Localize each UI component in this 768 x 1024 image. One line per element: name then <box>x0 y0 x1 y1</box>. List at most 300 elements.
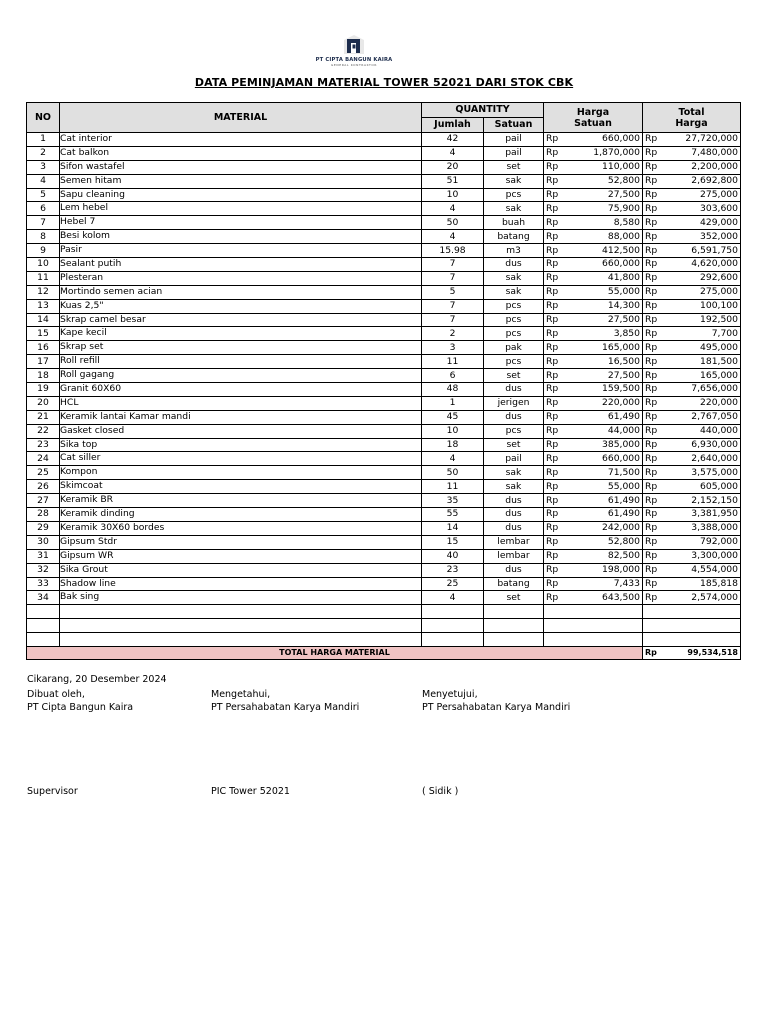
row-no: 12 <box>27 285 60 299</box>
table-row <box>27 174 741 188</box>
row-no: 2 <box>27 146 60 160</box>
row-satuan: buah <box>484 216 544 230</box>
row-no: 1 <box>27 133 60 147</box>
unit-price-value: 44,000 <box>607 425 640 437</box>
acknowledged-label: Mengetahui, <box>211 689 271 700</box>
row-total-harga <box>643 383 741 397</box>
row-no: 21 <box>27 410 60 424</box>
unit-price-value: 88,000 <box>607 230 640 242</box>
row-total-harga <box>643 327 741 341</box>
row-no: 8 <box>27 230 60 244</box>
row-harga-satuan <box>544 244 643 258</box>
row-material: Keramik BR <box>60 494 422 508</box>
row-total-harga <box>643 313 741 327</box>
row-harga-satuan <box>544 452 643 466</box>
logo-mark-icon <box>341 34 367 56</box>
currency-label: Rp <box>546 466 559 478</box>
currency-label: Rp <box>645 577 658 589</box>
row-total-harga <box>643 355 741 369</box>
row-harga-satuan <box>544 216 643 230</box>
currency-label: Rp <box>645 202 658 214</box>
row-harga-satuan <box>544 410 643 424</box>
row-satuan: dus <box>484 410 544 424</box>
total-price-value: 2,767,050 <box>691 411 738 423</box>
table-row <box>27 133 741 147</box>
unit-price-value: 242,000 <box>602 522 640 534</box>
empty-cell <box>643 605 741 619</box>
row-no: 32 <box>27 563 60 577</box>
row-harga-satuan <box>544 230 643 244</box>
currency-label: Rp <box>645 452 658 464</box>
signature-pic: PIC Tower 52021 <box>211 786 290 797</box>
currency-label: Rp <box>645 327 658 339</box>
row-total-harga <box>643 285 741 299</box>
table-row <box>27 383 741 397</box>
table-row <box>27 535 741 549</box>
table-row <box>27 230 741 244</box>
unit-price-value: 3,850 <box>613 327 640 339</box>
currency-label: Rp <box>546 383 559 395</box>
row-satuan: sak <box>484 271 544 285</box>
row-harga-satuan <box>544 383 643 397</box>
row-jumlah: 4 <box>422 146 484 160</box>
table-row <box>27 577 741 591</box>
table-row <box>27 508 741 522</box>
row-total-harga <box>643 549 741 563</box>
currency-label: Rp <box>546 244 559 256</box>
row-total-harga <box>643 410 741 424</box>
total-price-value: 27,720,000 <box>685 133 738 145</box>
row-satuan: dus <box>484 521 544 535</box>
row-total-harga <box>643 230 741 244</box>
currency-label: Rp <box>546 355 559 367</box>
unit-price-value: 61,490 <box>607 494 640 506</box>
currency-label: Rp <box>645 369 658 381</box>
unit-price-value: 27,500 <box>607 314 640 326</box>
table-row <box>27 146 741 160</box>
row-no: 13 <box>27 299 60 313</box>
row-satuan: set <box>484 369 544 383</box>
unit-price-value: 7,433 <box>613 577 640 589</box>
row-harga-satuan <box>544 549 643 563</box>
row-total-harga <box>643 174 741 188</box>
currency-label: Rp <box>645 480 658 492</box>
currency-label: Rp <box>546 550 559 562</box>
unit-price-value: 52,800 <box>607 175 640 187</box>
row-total-harga <box>643 508 741 522</box>
row-harga-satuan <box>544 174 643 188</box>
row-harga-satuan <box>544 466 643 480</box>
row-material: Gipsum Stdr <box>60 535 422 549</box>
row-no: 30 <box>27 535 60 549</box>
row-total-harga <box>643 271 741 285</box>
row-harga-satuan <box>544 202 643 216</box>
unit-price-value: 643,500 <box>602 591 640 603</box>
table-row <box>27 369 741 383</box>
row-jumlah: 42 <box>422 133 484 147</box>
row-jumlah: 45 <box>422 410 484 424</box>
currency-label: Rp <box>546 508 559 520</box>
row-material: Kuas 2,5" <box>60 299 422 313</box>
row-jumlah: 55 <box>422 508 484 522</box>
row-material: Kape kecil <box>60 327 422 341</box>
total-value-cell <box>643 646 741 659</box>
row-material: Cat balkon <box>60 146 422 160</box>
row-satuan: pail <box>484 146 544 160</box>
row-harga-satuan <box>544 146 643 160</box>
row-no: 18 <box>27 369 60 383</box>
row-jumlah: 50 <box>422 466 484 480</box>
row-total-harga <box>643 244 741 258</box>
currency-label: Rp <box>546 300 559 312</box>
empty-cell <box>643 619 741 633</box>
row-jumlah: 48 <box>422 383 484 397</box>
row-satuan: batang <box>484 230 544 244</box>
row-total-harga <box>643 146 741 160</box>
row-material: Sealant putih <box>60 258 422 272</box>
row-jumlah: 11 <box>422 480 484 494</box>
row-no: 10 <box>27 258 60 272</box>
row-total-harga <box>643 563 741 577</box>
row-jumlah: 18 <box>422 438 484 452</box>
table-row <box>27 202 741 216</box>
table-row <box>27 216 741 230</box>
row-no: 27 <box>27 494 60 508</box>
currency-label: Rp <box>645 300 658 312</box>
table-row <box>27 494 741 508</box>
approved-company: PT Persahabatan Karya Mandiri <box>422 702 571 713</box>
unit-price-value: 110,000 <box>602 161 640 173</box>
header-total-harga: Total Harga <box>643 103 741 133</box>
row-harga-satuan <box>544 424 643 438</box>
currency-label: Rp <box>645 161 658 173</box>
currency-label: Rp <box>645 536 658 548</box>
row-no: 24 <box>27 452 60 466</box>
empty-cell <box>60 605 422 619</box>
currency-label: Rp <box>645 244 658 256</box>
currency-label: Rp <box>546 411 559 423</box>
table-row <box>27 244 741 258</box>
row-jumlah: 7 <box>422 299 484 313</box>
total-price-value: 4,554,000 <box>691 564 738 576</box>
row-total-harga <box>643 438 741 452</box>
row-total-harga <box>643 369 741 383</box>
unit-price-value: 27,500 <box>607 369 640 381</box>
table-row <box>27 438 741 452</box>
currency-label: Rp <box>546 397 559 409</box>
currency-label: Rp <box>645 397 658 409</box>
row-no: 31 <box>27 549 60 563</box>
row-jumlah: 3 <box>422 341 484 355</box>
row-harga-satuan <box>544 258 643 272</box>
table-row <box>27 410 741 424</box>
row-no: 11 <box>27 271 60 285</box>
currency-label: Rp <box>546 369 559 381</box>
currency-label: Rp <box>546 272 559 284</box>
row-satuan: pcs <box>484 424 544 438</box>
currency-label: Rp <box>546 577 559 589</box>
table-row <box>27 563 741 577</box>
row-material: Keramik dinding <box>60 508 422 522</box>
unit-price-value: 159,500 <box>602 383 640 395</box>
table-row <box>27 480 741 494</box>
currency-label: Rp <box>546 133 559 145</box>
row-satuan: pcs <box>484 299 544 313</box>
row-material: HCL <box>60 396 422 410</box>
row-satuan: lembar <box>484 535 544 549</box>
row-material: Sapu cleaning <box>60 188 422 202</box>
total-price-value: 185,818 <box>700 577 738 589</box>
row-no: 3 <box>27 160 60 174</box>
unit-price-value: 660,000 <box>602 452 640 464</box>
total-price-value: 3,575,000 <box>691 466 738 478</box>
currency-label: Rp <box>645 258 658 270</box>
total-price-value: 3,388,000 <box>691 522 738 534</box>
row-no: 23 <box>27 438 60 452</box>
total-price-value: 7,656,000 <box>691 383 738 395</box>
row-material: Keramik lantai Kamar mandi <box>60 410 422 424</box>
row-no: 6 <box>27 202 60 216</box>
currency-label: Rp <box>645 550 658 562</box>
total-price-value: 275,000 <box>700 189 738 200</box>
currency-label: Rp <box>546 258 559 270</box>
row-material: Sika Grout <box>60 563 422 577</box>
approved-label: Menyetujui, <box>422 689 478 700</box>
total-price-value: 440,000 <box>700 425 738 437</box>
currency-label: Rp <box>546 591 559 603</box>
row-jumlah: 4 <box>422 202 484 216</box>
row-harga-satuan <box>544 271 643 285</box>
acknowledged-company: PT Persahabatan Karya Mandiri <box>211 702 360 713</box>
company-name: PT CIPTA BANGUN KAIRA <box>315 57 393 63</box>
total-price-value: 792,000 <box>700 536 738 548</box>
row-harga-satuan <box>544 480 643 494</box>
table-row <box>27 591 741 605</box>
row-satuan: sak <box>484 480 544 494</box>
currency-label: Rp <box>645 355 658 367</box>
signature-sidik: ( Sidik ) <box>422 786 459 797</box>
unit-price-value: 41,800 <box>607 272 640 284</box>
row-satuan: batang <box>484 577 544 591</box>
currency-label: Rp <box>645 439 658 451</box>
total-price-value: 3,300,000 <box>691 550 738 562</box>
document-title: DATA PEMINJAMAN MATERIAL TOWER 52021 DARI STOK CBK <box>194 76 574 89</box>
unit-price-value: 165,000 <box>602 341 640 353</box>
total-price-value: 192,500 <box>700 314 738 326</box>
table-row <box>27 299 741 313</box>
total-price-value: 275,000 <box>700 286 738 298</box>
row-satuan: m3 <box>484 244 544 258</box>
empty-cell <box>60 633 422 647</box>
table-row <box>27 327 741 341</box>
currency-label: Rp <box>645 411 658 423</box>
row-satuan: dus <box>484 383 544 397</box>
row-total-harga <box>643 202 741 216</box>
empty-row <box>27 605 741 619</box>
total-label: TOTAL HARGA MATERIAL <box>27 646 643 659</box>
row-total-harga <box>643 591 741 605</box>
table-row <box>27 466 741 480</box>
row-satuan: pcs <box>484 327 544 341</box>
unit-price-value: 198,000 <box>602 564 640 576</box>
place-date: Cikarang, 20 Desember 2024 <box>27 674 167 685</box>
unit-price-value: 71,500 <box>607 466 640 478</box>
currency-label: Rp <box>546 425 559 437</box>
row-harga-satuan <box>544 160 643 174</box>
header-satuan: Satuan <box>484 118 544 133</box>
unit-price-value: 660,000 <box>602 258 640 270</box>
row-jumlah: 11 <box>422 355 484 369</box>
row-harga-satuan <box>544 313 643 327</box>
total-price-value: 3,381,950 <box>691 508 738 520</box>
empty-cell <box>544 619 643 633</box>
row-jumlah: 7 <box>422 313 484 327</box>
currency-label: Rp <box>645 230 658 242</box>
row-material: Mortindo semen acian <box>60 285 422 299</box>
row-no: 25 <box>27 466 60 480</box>
currency-label: Rp <box>645 522 658 534</box>
total-value: 99,534,518 <box>687 647 738 657</box>
row-satuan: set <box>484 160 544 174</box>
currency-label: Rp <box>546 202 559 214</box>
currency-label: Rp <box>645 591 658 603</box>
table-row <box>27 313 741 327</box>
row-satuan: sak <box>484 285 544 299</box>
row-jumlah: 7 <box>422 258 484 272</box>
currency-label: Rp <box>546 175 559 187</box>
row-total-harga <box>643 216 741 230</box>
row-jumlah: 4 <box>422 591 484 605</box>
row-jumlah: 15 <box>422 535 484 549</box>
made-by-label: Dibuat oleh, <box>27 689 85 700</box>
row-jumlah: 4 <box>422 452 484 466</box>
row-no: 20 <box>27 396 60 410</box>
currency-label: Rp <box>546 286 559 298</box>
empty-cell <box>422 633 484 647</box>
row-satuan: pak <box>484 341 544 355</box>
row-harga-satuan <box>544 577 643 591</box>
row-jumlah: 25 <box>422 577 484 591</box>
empty-cell <box>422 619 484 633</box>
row-jumlah: 4 <box>422 230 484 244</box>
row-no: 22 <box>27 424 60 438</box>
table-row <box>27 188 741 202</box>
row-total-harga <box>643 396 741 410</box>
row-no: 15 <box>27 327 60 341</box>
row-harga-satuan <box>544 133 643 147</box>
row-satuan: dus <box>484 563 544 577</box>
row-harga-satuan <box>544 563 643 577</box>
row-material: Plesteran <box>60 271 422 285</box>
row-total-harga <box>643 535 741 549</box>
row-material: Lem hebel <box>60 202 422 216</box>
empty-cell <box>484 619 544 633</box>
row-jumlah: 14 <box>422 521 484 535</box>
row-harga-satuan <box>544 535 643 549</box>
row-material: Skrap camel besar <box>60 313 422 327</box>
currency-label: Rp <box>546 314 559 326</box>
empty-cell <box>544 633 643 647</box>
empty-cell <box>27 633 60 647</box>
row-jumlah: 6 <box>422 369 484 383</box>
row-no: 19 <box>27 383 60 397</box>
row-total-harga <box>643 452 741 466</box>
row-harga-satuan <box>544 188 643 202</box>
currency-label: Rp <box>645 189 658 200</box>
currency-label: Rp <box>645 564 658 576</box>
currency-label: Rp <box>645 508 658 520</box>
currency-label: Rp <box>546 147 559 159</box>
row-material: Kompon <box>60 466 422 480</box>
currency-label: Rp <box>645 341 658 353</box>
empty-cell <box>544 605 643 619</box>
unit-price-value: 61,490 <box>607 508 640 520</box>
row-material: Skimcoat <box>60 480 422 494</box>
total-price-value: 303,600 <box>700 202 738 214</box>
total-price-value: 4,620,000 <box>691 258 738 270</box>
unit-price-value: 660,000 <box>602 133 640 145</box>
row-satuan: pail <box>484 133 544 147</box>
table-row <box>27 285 741 299</box>
empty-cell <box>484 605 544 619</box>
empty-row <box>27 633 741 647</box>
row-total-harga <box>643 424 741 438</box>
row-satuan: lembar <box>484 549 544 563</box>
currency-label: Rp <box>546 522 559 534</box>
total-price-value: 7,700 <box>711 327 738 339</box>
empty-cell <box>27 605 60 619</box>
unit-price-value: 1,870,000 <box>593 147 640 159</box>
row-jumlah: 35 <box>422 494 484 508</box>
total-price-value: 2,200,000 <box>691 161 738 173</box>
total-price-value: 2,640,000 <box>691 452 738 464</box>
currency-label: Rp <box>645 216 658 228</box>
row-no: 26 <box>27 480 60 494</box>
signature-supervisor: Supervisor <box>27 786 78 797</box>
row-material: Gasket closed <box>60 424 422 438</box>
total-row <box>27 646 741 659</box>
row-satuan: set <box>484 591 544 605</box>
currency-label: Rp <box>645 133 658 145</box>
row-total-harga <box>643 494 741 508</box>
table-row <box>27 452 741 466</box>
row-material: Sifon wastafel <box>60 160 422 174</box>
currency-label: Rp <box>546 536 559 548</box>
row-total-harga <box>643 133 741 147</box>
row-material: Roll refill <box>60 355 422 369</box>
total-price-value: 100,100 <box>700 300 738 312</box>
row-jumlah: 20 <box>422 160 484 174</box>
currency-label: Rp <box>546 230 559 242</box>
total-price-value: 605,000 <box>700 480 738 492</box>
row-no: 16 <box>27 341 60 355</box>
row-jumlah: 10 <box>422 188 484 202</box>
header-jumlah: Jumlah <box>422 118 484 133</box>
row-no: 14 <box>27 313 60 327</box>
row-material: Granit 60X60 <box>60 383 422 397</box>
row-jumlah: 15.98 <box>422 244 484 258</box>
row-total-harga <box>643 299 741 313</box>
currency-label: Rp <box>645 314 658 326</box>
row-material: Semen hitam <box>60 174 422 188</box>
row-satuan: dus <box>484 258 544 272</box>
row-satuan: pcs <box>484 355 544 369</box>
currency-label: Rp <box>546 494 559 506</box>
unit-price-value: 27,500 <box>607 189 640 200</box>
row-material: Gipsum WR <box>60 549 422 563</box>
row-jumlah: 23 <box>422 563 484 577</box>
row-harga-satuan <box>544 521 643 535</box>
